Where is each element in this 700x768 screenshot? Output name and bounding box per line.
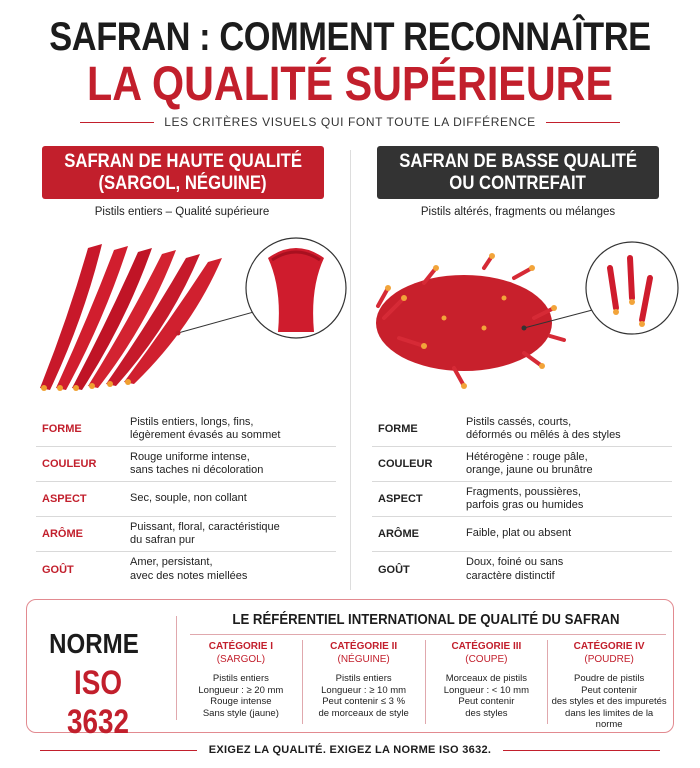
criterion-text: Rouge uniforme intense, sans taches ni décoloration <box>130 450 264 476</box>
zoom-lens-icon <box>246 238 346 338</box>
high-quality-banner-line2: (SARGOL, NÉGUINE) <box>98 172 268 194</box>
category-column <box>548 640 670 730</box>
criterion-text: Doux, foiné ou sans caractère distinctif <box>466 556 564 582</box>
high-quality-banner <box>42 146 324 199</box>
category-subtitle: (POUDRE) <box>584 654 634 665</box>
norm-word: NORME <box>49 628 139 659</box>
category-column <box>303 640 426 724</box>
criterion-label: ARÔME <box>378 528 419 540</box>
criterion-label: COULEUR <box>42 458 97 470</box>
table-row <box>36 552 336 587</box>
category-subtitle: (SARGOL) <box>216 654 266 665</box>
table-row <box>372 517 672 552</box>
subtitle-rule-left <box>80 122 154 123</box>
criterion-label: FORME <box>42 423 82 435</box>
category-line: des styles et des impuretés <box>551 696 667 707</box>
category-column <box>180 640 303 724</box>
fragmented-saffron-image <box>364 228 694 400</box>
footer-tagline: EXIGEZ LA QUALITÉ. EXIGEZ LA NORME ISO 3632. <box>208 744 492 756</box>
category-title: CATÉGORIE I <box>208 641 273 652</box>
footer-rule-right <box>503 750 660 751</box>
whole-threads-icon <box>40 244 222 391</box>
subtitle-rule-right <box>546 122 620 123</box>
category-subtitle: (COUPE) <box>465 654 508 665</box>
category-subtitle: (NÉGUINE) <box>337 654 390 665</box>
norm-code: ISO 3632 <box>66 664 130 741</box>
category-line: Peut contenir <box>458 696 515 707</box>
category-line: Peut contenir <box>581 684 638 696</box>
low-quality-banner-line2: OU CONTREFAIT <box>449 172 587 194</box>
category-line: Pistils entiers <box>212 673 269 684</box>
iso-categories <box>180 640 670 730</box>
column-divider <box>350 150 351 590</box>
criterion-label: GOÛT <box>42 563 74 576</box>
category-line: Sans style (jaune) <box>202 707 279 719</box>
table-row <box>36 517 336 552</box>
criterion-text: Sec, souple, non collant <box>130 492 247 505</box>
zoom-lens-fragments-icon <box>586 242 678 334</box>
criterion-text: Pistils entiers, longs, fins, légèrement évasés au sommet <box>130 415 281 441</box>
category-line: dans les limites de la norme <box>565 707 654 730</box>
criterion-text: Hétérogène : rouge pâle, orange, jaune ou brunâtre <box>466 450 593 476</box>
low-quality-criteria-table <box>372 412 672 587</box>
category-title: CATÉGORIE II <box>330 641 398 652</box>
table-row <box>372 552 672 587</box>
table-row <box>372 412 672 447</box>
category-line: Longueur : < 10 mm <box>443 684 530 696</box>
page-title: SAFRAN : COMMENT RECONNAÎTRE <box>49 15 651 59</box>
category-line: Poudre de pistils <box>574 673 645 684</box>
category-line: Morceaux de pistils <box>445 673 528 684</box>
criterion-text: Faible, plat ou absent <box>466 527 572 540</box>
footer-row <box>40 741 660 759</box>
footer-rule-left <box>40 750 197 751</box>
low-quality-banner <box>377 146 659 199</box>
whole-saffron-threads-image <box>28 228 348 400</box>
subtitle-row <box>80 113 620 131</box>
category-column <box>426 640 549 724</box>
page-title-highlight: LA QUALITÉ SUPÉRIEURE <box>87 58 613 111</box>
table-row <box>36 412 336 447</box>
high-quality-criteria-table <box>36 412 336 587</box>
category-title: CATÉGORIE III <box>451 641 522 652</box>
table-row <box>36 447 336 482</box>
fragments-pile-icon <box>376 253 564 389</box>
criterion-label: COULEUR <box>378 458 433 470</box>
category-line: Pistils entiers <box>335 673 392 684</box>
category-line: de morceaux de style <box>318 707 409 719</box>
criterion-text: Puissant, floral, caractéristique du safran pur <box>130 520 280 546</box>
table-row <box>36 482 336 517</box>
category-line: Longueur : ≥ 20 mm <box>198 684 284 696</box>
norm-title: LE RÉFÉRENTIEL INTERNATIONAL DE QUALITÉ DU SAFRAN <box>232 611 620 628</box>
norm-title-rule <box>190 634 666 635</box>
criterion-label: ASPECT <box>378 493 423 505</box>
criterion-label: ASPECT <box>42 493 87 505</box>
low-quality-caption: Pistils altérés, fragments ou mélanges <box>420 206 616 218</box>
criterion-label: FORME <box>378 423 418 435</box>
category-line: des styles <box>465 707 508 719</box>
criterion-label: ARÔME <box>42 528 83 540</box>
category-line: Rouge intense <box>210 696 272 707</box>
table-row <box>372 447 672 482</box>
criterion-label: GOÛT <box>378 563 410 576</box>
category-title: CATÉGORIE IV <box>573 641 645 652</box>
subtitle: LES CRITÈRES VISUELS QUI FONT TOUTE LA DIFFÉRENCE <box>164 115 536 129</box>
criterion-text: Amer, persistant, avec des notes miellées <box>130 556 248 582</box>
norm-separator <box>176 616 177 720</box>
category-line: Longueur : ≥ 10 mm <box>321 684 407 696</box>
table-row <box>372 482 672 517</box>
category-line: Peut contenir ≤ 3 % <box>322 696 406 707</box>
high-quality-banner-line1: SAFRAN DE HAUTE QUALITÉ <box>64 150 302 172</box>
criterion-text: Pistils cassés, courts, déformés ou mêlés à des styles <box>466 415 621 441</box>
high-quality-caption: Pistils entiers – Qualité supérieure <box>94 206 270 218</box>
criterion-text: Fragments, poussières, parfois gras ou humides <box>466 485 584 511</box>
low-quality-banner-line1: SAFRAN DE BASSE QUALITÉ <box>399 150 637 172</box>
